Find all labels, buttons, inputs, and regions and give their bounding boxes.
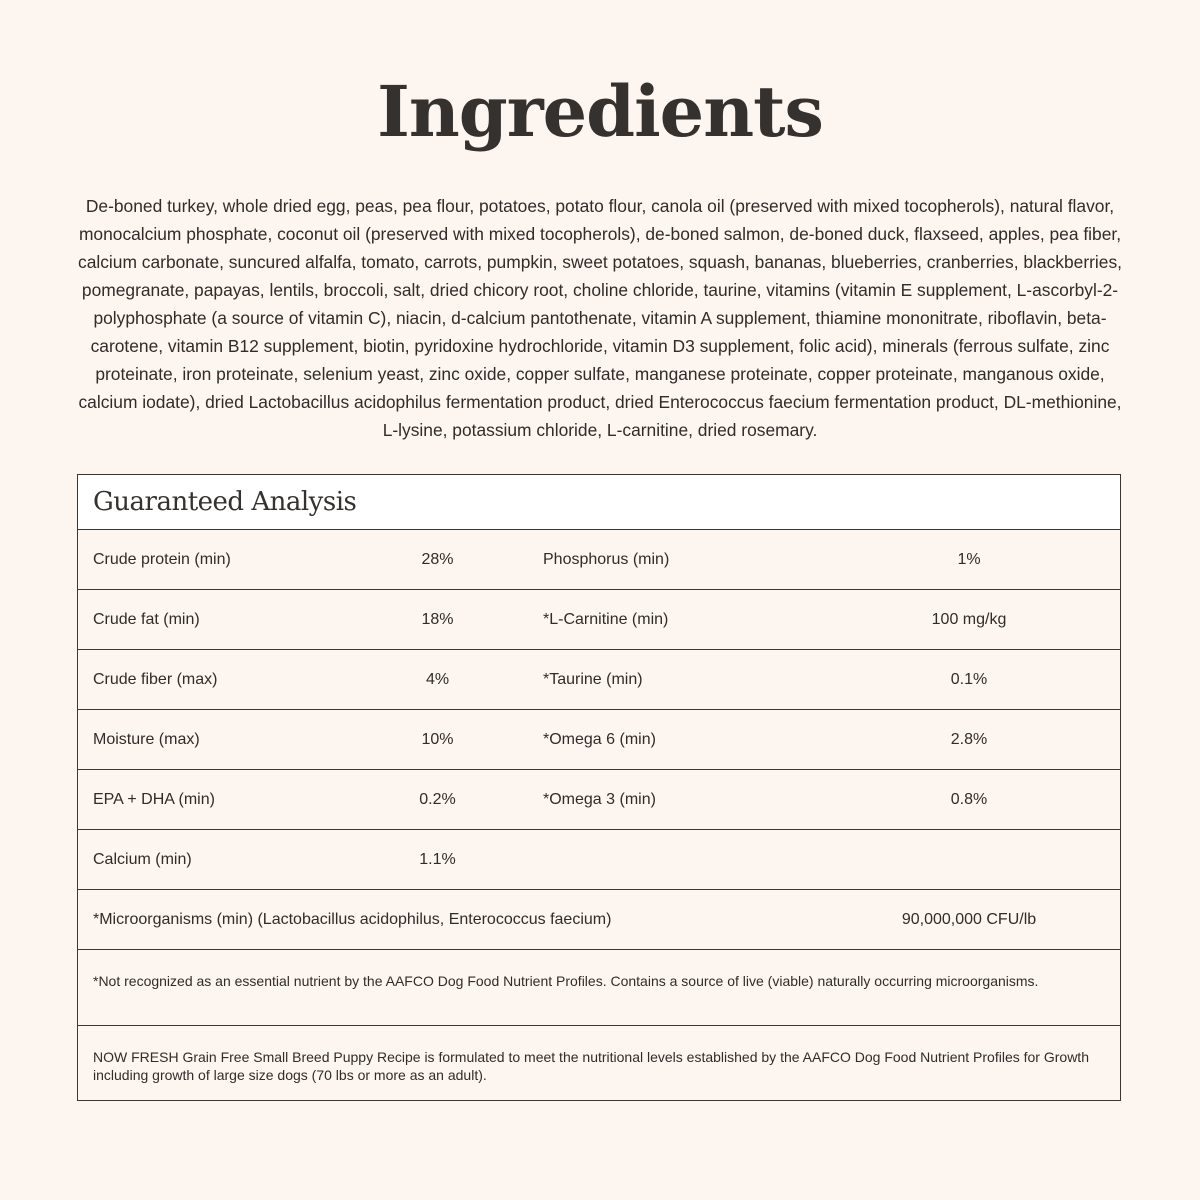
nutrient-value: 4%	[425, 670, 450, 688]
guaranteed-analysis-title: Guaranteed Analysis	[93, 487, 357, 517]
nutrient-value: 1.1%	[419, 850, 456, 868]
nutrient-label: Crude fat (min)	[93, 610, 200, 628]
nutrient-label: Moisture (max)	[93, 730, 200, 748]
nutrient-label: Crude protein (min)	[93, 550, 231, 568]
nutrient-label: Phosphorus (min)	[543, 550, 670, 568]
microorganisms-label: *Microorganisms (min) (Lactobacillus acidophilus, Enterococcus faecium)	[93, 910, 612, 928]
microorganisms-row	[78, 890, 1120, 950]
nutrient-value: 2.8%	[950, 730, 988, 748]
nutrient-value: 18%	[421, 610, 454, 628]
ingredients-list: De-boned turkey, whole dried egg, peas, pea flour, potatoes, potato flour, canola oil (preserved with mixed tocopherols), natural flavor, monocalcium phosphate, coconut oil (preserved with mixed tocopherols), de-boned salmon, de-boned duck, flaxseed, apples, pea fiber, calcium carbonate, suncured alfalfa, tomato, carrots, pumpkin, sweet potatoes, squash, bananas, blueberries, cranberries, blackberries, pomegranate, papayas, lentils, broccoli, salt, dried chicory root, choline chloride, taurine, vitamins (vitamin E supplement, L-ascorbyl-2-polyphosphate (a source of vitamin C), niacin, d-calcium pantothenate, vitamin A supplement, thiamine mononitrate, riboflavin, beta-carotene, vitamin B12 supplement, biotin, pyridoxine hydrochloride, vitamin D3 supplement, folic acid), minerals (ferrous sulfate, zinc proteinate, iron proteinate, selenium yeast, zinc oxide, copper sulfate, manganese proteinate, copper proteinate, manganous oxide, calcium iodate), dried Lactobacillus acidophilus fermentation product, dried Enterococcus faecium fermentation product, DL-methionine, L-lysine, potassium chloride, L-carnitine, dried rosemary.	[78, 196, 1122, 440]
table-row	[78, 590, 1120, 650]
nutrient-label: EPA + DHA (min)	[93, 790, 215, 808]
nutrient-label: *Taurine (min)	[543, 670, 643, 688]
page-title: Ingredients	[377, 70, 823, 153]
nutrient-value: 10%	[421, 730, 454, 748]
footnote: *Not recognized as an essential nutrient by the AAFCO Dog Food Nutrient Profiles. Contains a source of live (viable) naturally occurring microorganisms.	[78, 950, 1120, 1026]
aafco-statement: NOW FRESH Grain Free Small Breed Puppy Recipe is formulated to meet the nutritional levels established by the AAFCO Dog Food Nutrient Profiles for Growth including growth of large size dogs (70 lbs or more as an adult).	[93, 1049, 1089, 1083]
nutrient-value: 28%	[421, 550, 454, 568]
nutrient-label: *Omega 6 (min)	[543, 730, 656, 748]
nutrient-value: 0.1%	[950, 670, 988, 688]
table-row	[78, 710, 1120, 770]
table-row	[78, 770, 1120, 830]
nutrient-value: 0.2%	[419, 790, 456, 808]
nutrient-label: *Omega 3 (min)	[543, 790, 656, 808]
table-row	[78, 830, 1120, 890]
guaranteed-analysis-header	[78, 475, 1120, 530]
nutrient-label: Crude fiber (max)	[93, 670, 218, 688]
nutrient-label: Calcium (min)	[93, 850, 192, 868]
nutrient-label: *L-Carnitine (min)	[543, 610, 669, 628]
microorganisms-value: 90,000,000 CFU/lb	[901, 910, 1037, 928]
nutrient-value: 100 mg/kg	[931, 610, 1007, 628]
guaranteed-analysis-table	[77, 474, 1121, 1101]
table-row	[78, 650, 1120, 710]
nutrient-value: 1%	[957, 550, 981, 568]
table-row	[78, 530, 1120, 590]
nutrient-value: 0.8%	[950, 790, 988, 808]
